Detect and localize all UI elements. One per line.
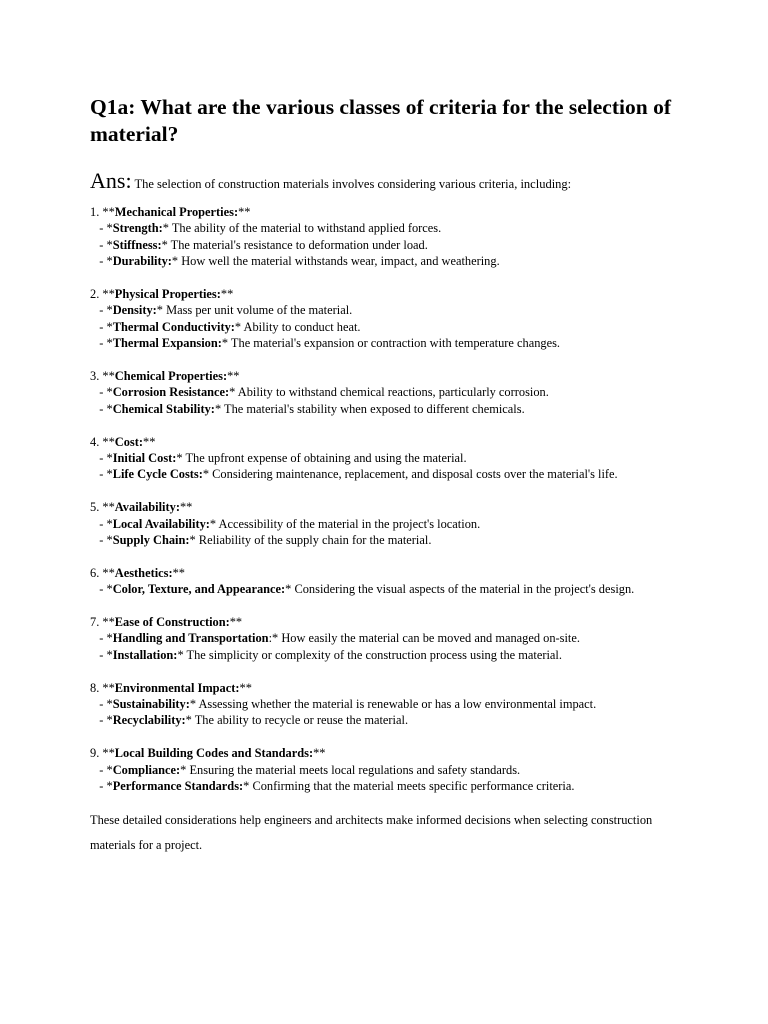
- criteria-section: [90, 368, 710, 417]
- item-description: * Accessibility of the material in the project's location.: [209, 516, 481, 531]
- item-bullet: - *: [90, 467, 113, 482]
- item-bullet: - *: [90, 713, 113, 728]
- section-number: 4. **: [90, 434, 115, 449]
- item-term: Recyclability:: [112, 713, 186, 728]
- item-bullet: - *: [90, 762, 113, 777]
- criteria-item: [90, 450, 710, 466]
- item-bullet: - *: [90, 319, 113, 334]
- criteria-list: [90, 204, 710, 795]
- item-term: Stiffness:: [112, 237, 162, 252]
- item-bullet: - *: [90, 385, 113, 400]
- item-term: Thermal Expansion:: [112, 336, 222, 351]
- item-description: * The ability of the material to withstand applied forces.: [162, 221, 442, 236]
- item-description: * Reliability of the supply chain for the material.: [189, 533, 432, 548]
- item-term: Chemical Stability:: [112, 401, 215, 416]
- section-title: Environmental Impact:: [114, 680, 240, 695]
- criteria-item: [90, 778, 710, 794]
- criteria-section: [90, 434, 710, 483]
- criteria-section: [90, 745, 710, 794]
- section-number: 3. **: [90, 369, 115, 384]
- section-suffix: **: [229, 615, 243, 630]
- criteria-section: [90, 614, 710, 663]
- section-title: Aesthetics:: [114, 565, 173, 580]
- item-description: * Confirming that the material meets specific performance criteria.: [243, 779, 575, 794]
- item-description: * Ensuring the material meets local regulations and safety standards.: [180, 762, 521, 777]
- item-bullet: - *: [90, 647, 113, 662]
- criteria-item: [90, 532, 710, 548]
- question-heading: Q1a: What are the various classes of criteria for the selection of material?: [90, 95, 671, 146]
- item-description: * How well the material withstands wear, impact, and weathering.: [171, 254, 500, 269]
- item-bullet: - *: [90, 451, 113, 466]
- item-bullet: - *: [90, 237, 113, 252]
- criteria-item: [90, 762, 710, 778]
- item-bullet: - *: [90, 533, 113, 548]
- item-description: * The upfront expense of obtaining and using the material.: [176, 451, 467, 466]
- section-heading: [90, 680, 710, 696]
- item-term: Local Availability:: [112, 516, 210, 531]
- section-title: Cost:: [114, 434, 143, 449]
- section-number: 2. **: [90, 287, 115, 302]
- item-term: Strength:: [112, 221, 163, 236]
- section-suffix: **: [143, 434, 156, 449]
- section-title: Chemical Properties:: [114, 369, 228, 384]
- item-description: * Considering the visual aspects of the material in the project's design.: [285, 582, 635, 597]
- section-suffix: **: [227, 369, 240, 384]
- criteria-item: [90, 581, 710, 597]
- criteria-item: [90, 302, 710, 318]
- document-page: [90, 94, 710, 858]
- item-bullet: - *: [90, 516, 113, 531]
- item-bullet: - *: [90, 336, 113, 351]
- criteria-item: [90, 335, 710, 351]
- item-description: * The simplicity or complexity of the construction process using the material.: [177, 647, 562, 662]
- section-heading: [90, 745, 710, 761]
- item-description: :* How easily the material can be moved and managed on-site.: [268, 631, 580, 646]
- item-description: * Assessing whether the material is renewable or has a low environmental impact.: [189, 697, 597, 712]
- section-heading: [90, 434, 710, 450]
- criteria-section: [90, 680, 710, 729]
- criteria-item: [90, 630, 710, 646]
- item-term: Performance Standards:: [112, 779, 244, 794]
- section-title: Physical Properties:: [114, 287, 221, 302]
- criteria-item: [90, 466, 710, 482]
- item-bullet: - *: [90, 254, 113, 269]
- section-title: Availability:: [114, 500, 180, 515]
- item-term: Supply Chain:: [112, 533, 190, 548]
- item-description: * The ability to recycle or reuse the material.: [185, 713, 409, 728]
- item-description: * Ability to withstand chemical reactions, particularly corrosion.: [229, 385, 549, 400]
- item-bullet: - *: [90, 221, 113, 236]
- item-description: * The material's expansion or contraction with temperature changes.: [221, 336, 561, 351]
- section-title: Mechanical Properties:: [114, 205, 239, 219]
- item-description: * The material's resistance to deformation under load.: [161, 237, 428, 252]
- item-description: * Ability to conduct heat.: [234, 319, 361, 334]
- section-heading: [90, 204, 710, 220]
- criteria-item: [90, 712, 710, 728]
- item-description: * Mass per unit volume of the material.: [156, 303, 353, 318]
- criteria-section: [90, 565, 710, 598]
- item-bullet: - *: [90, 697, 113, 712]
- answer-label: Ans:: [90, 168, 132, 193]
- item-term: Corrosion Resistance:: [112, 385, 230, 400]
- criteria-section: [90, 286, 710, 352]
- criteria-section: [90, 204, 710, 270]
- item-bullet: - *: [90, 303, 113, 318]
- criteria-item: [90, 237, 710, 253]
- section-number: 8. **: [90, 680, 115, 695]
- section-suffix: **: [220, 287, 234, 302]
- answer-intro: [90, 168, 710, 194]
- item-term: Initial Cost:: [112, 451, 177, 466]
- section-suffix: **: [172, 565, 185, 580]
- item-bullet: - *: [90, 631, 113, 646]
- item-term: Color, Texture, and Appearance:: [112, 582, 286, 597]
- section-heading: [90, 499, 710, 515]
- criteria-item: [90, 696, 710, 712]
- item-description: * The material's stability when exposed to different chemicals.: [214, 401, 525, 416]
- criteria-item: [90, 401, 710, 417]
- section-title: Ease of Construction:: [114, 615, 230, 630]
- closing-paragraph: These detailed considerations help engineers and architects make informed decisions when selecting construction materials for a project.: [90, 812, 653, 852]
- section-heading: [90, 286, 710, 302]
- section-suffix: **: [179, 500, 193, 515]
- item-term: Thermal Conductivity:: [112, 319, 235, 334]
- section-number: 5. **: [90, 500, 115, 515]
- item-term: Life Cycle Costs:: [112, 467, 203, 482]
- item-term: Sustainability:: [112, 697, 190, 712]
- section-number: 7. **: [90, 615, 115, 630]
- item-term: Installation:: [112, 647, 178, 662]
- criteria-item: [90, 384, 710, 400]
- section-heading: [90, 614, 710, 630]
- section-heading: [90, 368, 710, 384]
- section-number: 6. **: [90, 565, 115, 580]
- item-term: Density:: [112, 303, 157, 318]
- criteria-item: [90, 220, 710, 236]
- item-term: Compliance:: [112, 762, 181, 777]
- section-number: 1. **: [90, 205, 115, 219]
- criteria-item: [90, 647, 710, 663]
- item-bullet: - *: [90, 779, 113, 794]
- intro-text: The selection of construction materials involves considering various criteria, including:: [131, 177, 572, 191]
- section-suffix: **: [238, 205, 251, 219]
- section-number: 9. **: [90, 746, 115, 761]
- criteria-item: [90, 516, 710, 532]
- item-term: Durability:: [112, 254, 172, 269]
- section-heading: [90, 565, 710, 581]
- section-suffix: **: [313, 746, 326, 761]
- section-title: Local Building Codes and Standards:: [114, 746, 314, 761]
- item-bullet: - *: [90, 401, 113, 416]
- item-term: Handling and Transportation: [112, 631, 269, 646]
- item-bullet: - *: [90, 582, 113, 597]
- item-description: * Considering maintenance, replacement, and disposal costs over the material's life.: [202, 467, 618, 482]
- criteria-item: [90, 319, 710, 335]
- criteria-section: [90, 499, 710, 548]
- section-suffix: **: [239, 680, 252, 695]
- criteria-item: [90, 253, 710, 269]
